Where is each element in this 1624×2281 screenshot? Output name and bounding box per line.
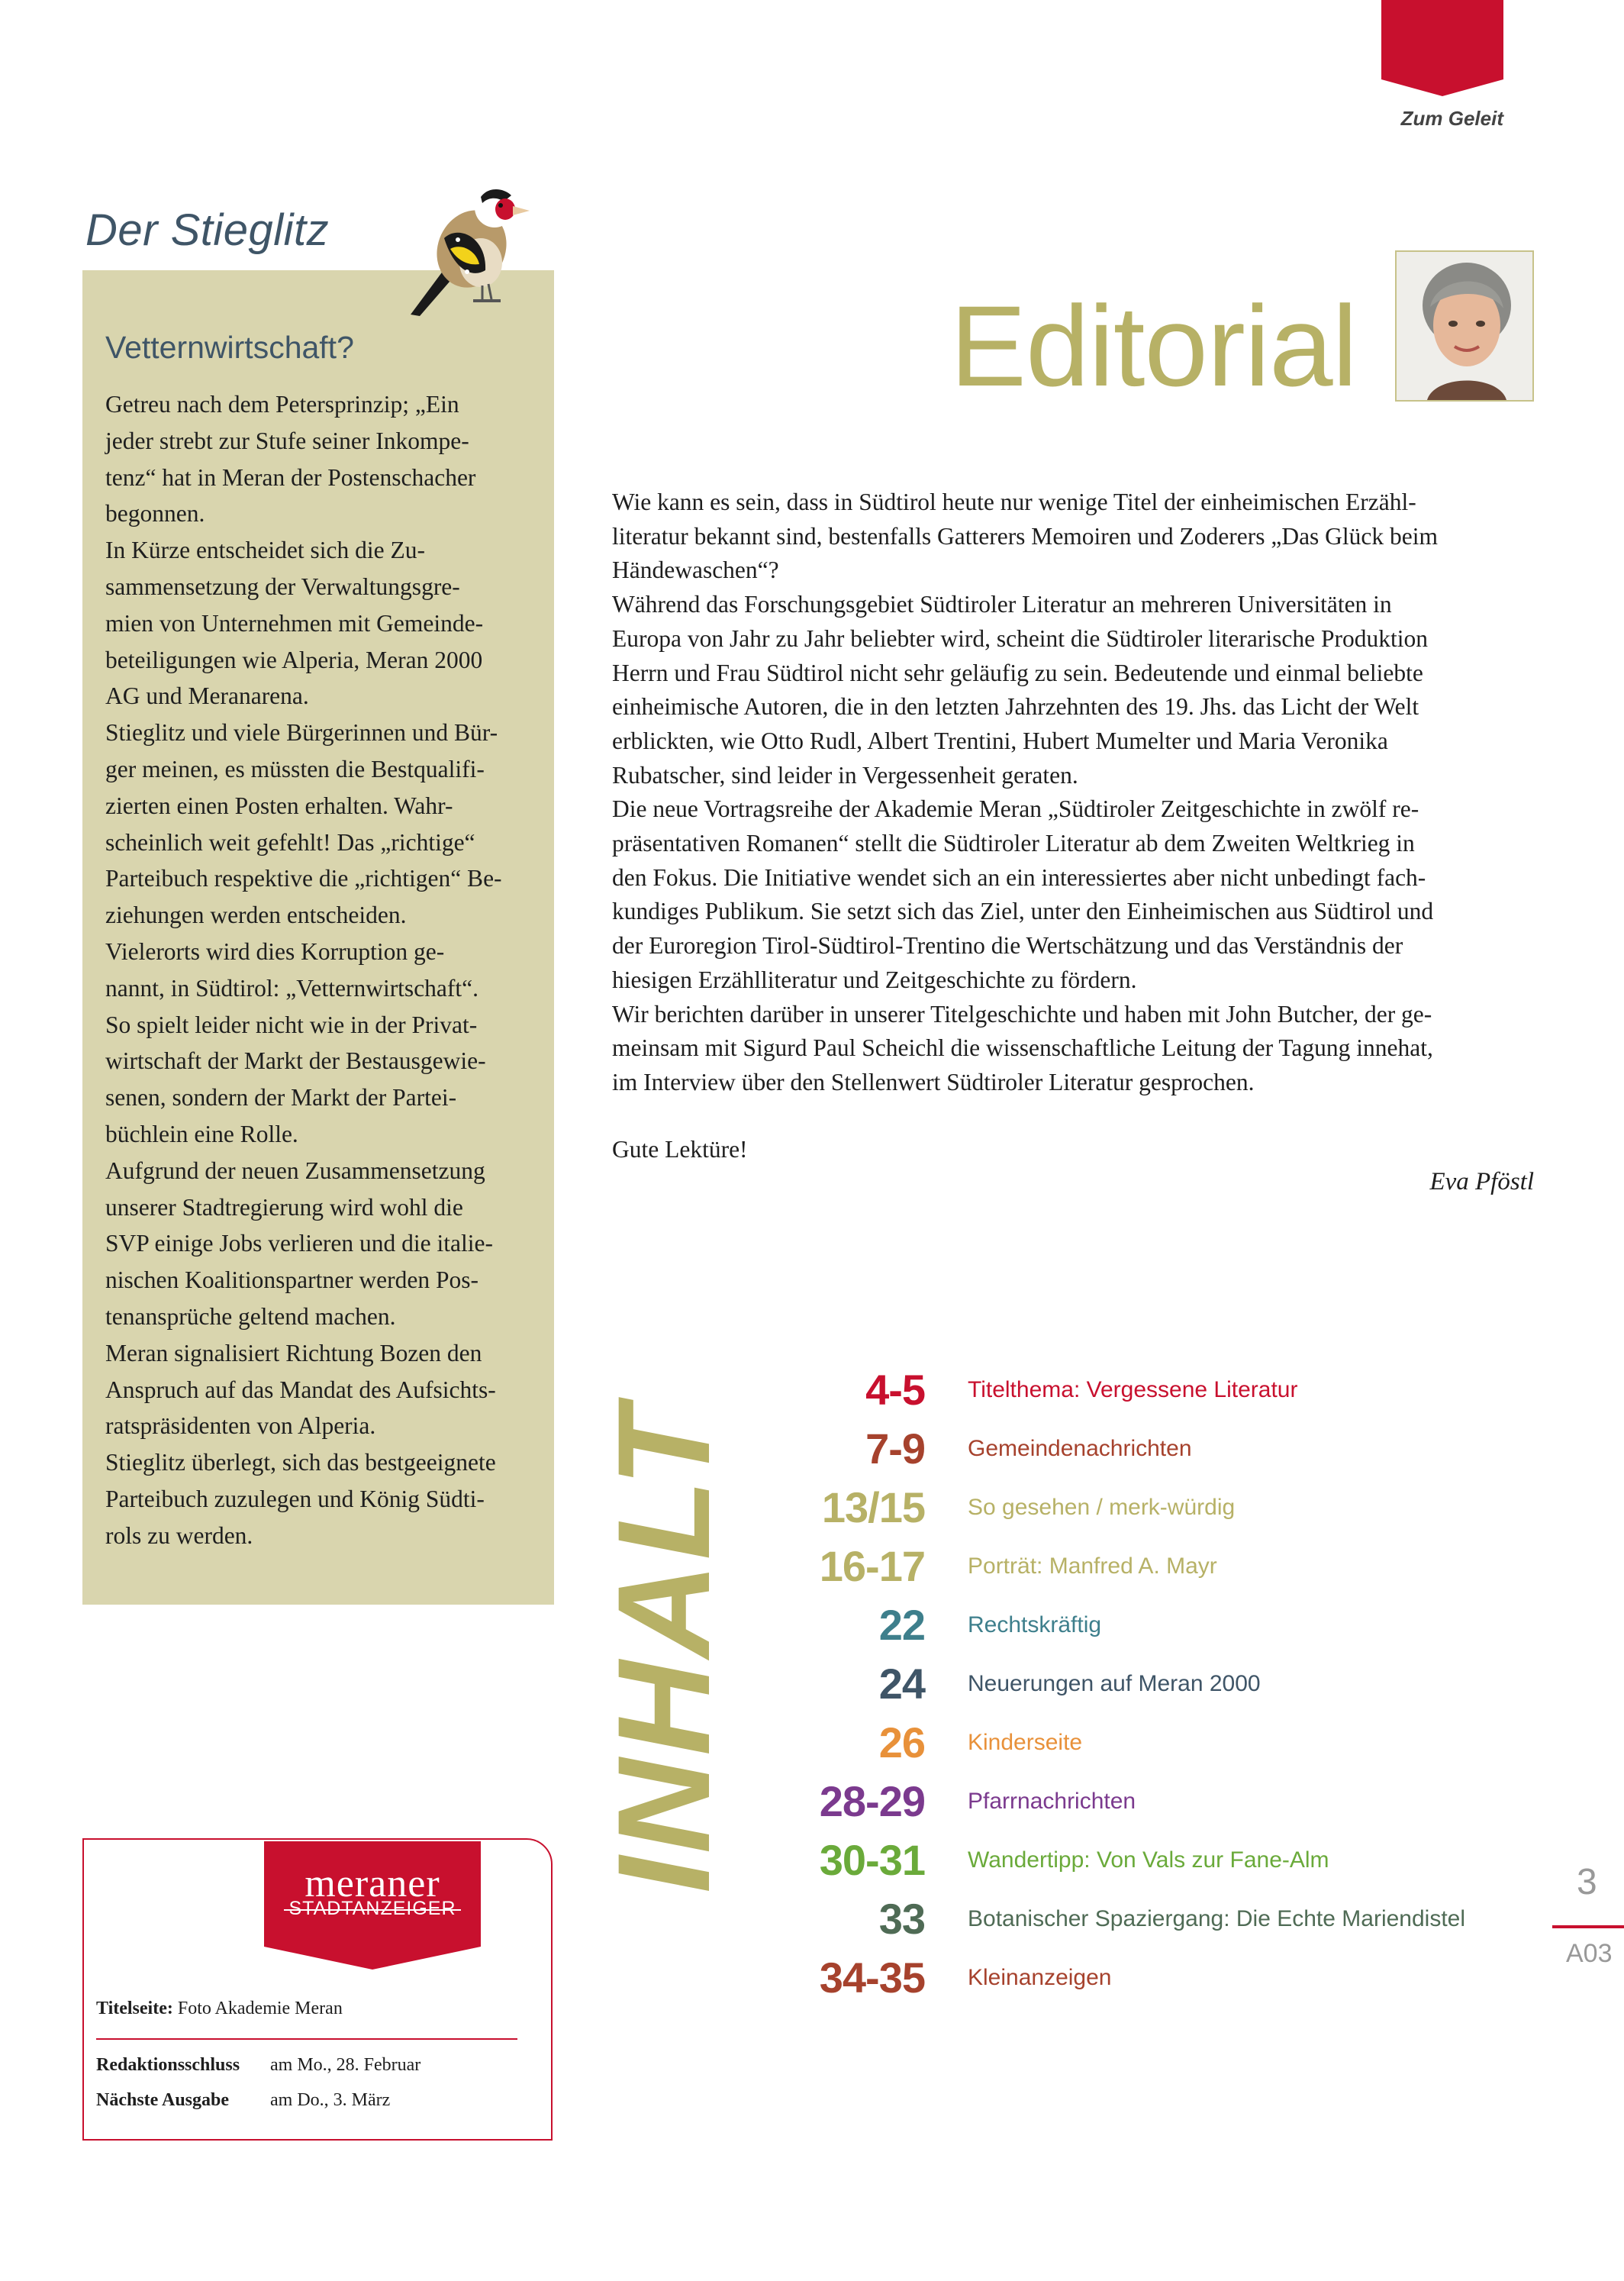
author-photo — [1395, 250, 1534, 402]
portrait-icon — [1397, 252, 1532, 400]
goldfinch-icon — [397, 163, 534, 324]
toc-item[interactable] — [763, 1422, 1526, 1476]
inhalt-label: INHALT — [591, 1403, 737, 1893]
stieglitz-line: unserer Stadtregierung wird wohl die — [105, 1193, 463, 1221]
editorial-line: Rubatscher, sind leider in Vergessenheit geraten. — [612, 761, 1078, 789]
toc-title: Wandertipp: Von Vals zur Fane-Alm — [968, 1847, 1329, 1873]
stieglitz-line: mien von Unternehmen mit Gemeinde- — [105, 609, 484, 637]
editorial-line: einheimische Autoren, die in den letzten Jahrzehnten des 19. Jhs. das Licht der Welt — [612, 693, 1419, 721]
imprint-next-value: am Do., 3. März — [270, 2090, 391, 2110]
toc-item[interactable] — [763, 1540, 1526, 1593]
imprint-deadline-value-wrap — [270, 2055, 420, 2076]
stieglitz-line: jeder strebt zur Stufe seiner Inkompe- — [105, 427, 469, 454]
stieglitz-line: beteiligungen wie Alperia, Meran 2000 — [105, 646, 483, 673]
stieglitz-line: nannt, in Südtirol: „Vetternwirtschaft“. — [105, 974, 479, 1002]
editorial-author: Eva Pföstl — [1429, 1168, 1534, 1195]
toc-pages: 22 — [878, 1601, 925, 1649]
toc-title: Kleinanzeigen — [968, 1965, 1112, 1990]
toc-item[interactable] — [763, 1599, 1526, 1652]
imprint-divider — [96, 2038, 517, 2040]
toc-title: So gesehen / merk-würdig — [968, 1495, 1236, 1520]
editorial-line: Herrn und Frau Südtirol nicht sehr geläufig zu sein. Bedeutende und einmal beliebte — [612, 659, 1423, 686]
imprint-deadline-value: am Mo., 28. Februar — [270, 2055, 421, 2075]
editorial-line: den Fokus. Die Initiative wendet sich an ein interessiertes aber nicht unbedingt fach- — [612, 863, 1426, 891]
stieglitz-line: ziehungen werden entscheiden. — [105, 902, 407, 929]
imprint-next-label-wrap — [96, 2090, 229, 2111]
toc-item[interactable] — [763, 1481, 1526, 1534]
toc-title: Gemeindenachrichten — [968, 1436, 1192, 1461]
stieglitz-line: Anspruch auf das Mandat des Aufsichts- — [105, 1376, 496, 1403]
toc-title: Porträt: Manfred A. Mayr — [968, 1553, 1217, 1579]
stieglitz-line: sammensetzung der Verwaltungsgre- — [105, 573, 460, 600]
stieglitz-line: ger meinen, es müssten die Bestqualifi- — [105, 755, 485, 782]
toc-pages: 13/15 — [821, 1483, 925, 1531]
editorial-line: Die neue Vortragsreihe der Akademie Meran „Südtiroler Zeitgeschichte in zwölf re- — [612, 795, 1419, 823]
toc-pages: 33 — [878, 1895, 925, 1943]
stieglitz-line: Meran signalisiert Richtung Bozen den — [105, 1339, 482, 1366]
toc-pages: 16-17 — [819, 1542, 925, 1590]
stieglitz-line: büchlein eine Rolle. — [105, 1120, 298, 1147]
toc-pages: 34-35 — [819, 1954, 925, 2002]
toc-title: Kinderseite — [968, 1730, 1083, 1755]
stieglitz-line: tenansprüche geltend machen. — [105, 1302, 396, 1330]
editorial-line: kundiges Publikum. Sie setzt sich das Ziel, unter den Einheimischen aus Südtirol und — [612, 898, 1434, 925]
stieglitz-line: So spielt leider nicht wie in der Privat- — [105, 1011, 478, 1038]
toc-title: Titelthema: Vergessene Literatur — [968, 1377, 1298, 1402]
editorial-title: Editorial — [950, 282, 1357, 410]
imprint-cover — [96, 1999, 343, 2019]
editorial-line: meinsam mit Sigurd Paul Scheichl die wissenschaftliche Leitung der Tagung innehat, — [612, 1034, 1433, 1062]
page-number: 3 — [1577, 1862, 1597, 1902]
stieglitz-line: AG und Meranarena. — [105, 682, 309, 710]
imprint-cover-value: Foto Akademie Meran — [177, 1999, 343, 2018]
stieglitz-line: zierten einen Posten erhalten. Wahr- — [105, 792, 453, 819]
stieglitz-line: tenz“ hat in Meran der Postenschacher — [105, 463, 476, 491]
toc-pages: 24 — [878, 1660, 925, 1708]
toc-pages: 7-9 — [865, 1424, 925, 1473]
stieglitz-line: Parteibuch zuzulegen und König Südti- — [105, 1485, 485, 1512]
editorial-body — [612, 486, 1539, 1100]
editorial-line: Händewaschen“? — [612, 557, 779, 584]
stieglitz-line: Aufgrund der neuen Zusammensetzung — [105, 1157, 485, 1184]
logo-subtitle: STADTANZEIGER — [288, 1898, 456, 1919]
editorial-line: der Euroregion Tirol-Südtirol-Trentino die Wertschätzung und das Verständnis der — [612, 932, 1403, 960]
toc-pages: 30-31 — [819, 1836, 925, 1884]
editorial-line: Während das Forschungsgebiet Südtiroler Literatur an mehreren Universitäten in — [612, 591, 1392, 618]
editorial-line: präsentativen Romanen“ stellt die Südtiroler Literatur ab dem Zweiten Weltkrieg in — [612, 830, 1415, 857]
section-tab — [1381, 0, 1503, 96]
logo-wordmark: meraner — [304, 1862, 440, 1905]
toc-item[interactable] — [763, 1716, 1526, 1770]
toc-item[interactable] — [763, 1834, 1526, 1887]
stieglitz-line: Stieglitz und viele Bürgerinnen und Bür- — [105, 719, 498, 747]
imprint-cover-label: Titelseite: — [96, 1999, 173, 2018]
stieglitz-body — [105, 386, 540, 1554]
toc-item[interactable] — [763, 1363, 1526, 1417]
editorial-sign-off: Gute Lektüre! — [612, 1136, 748, 1163]
toc-title: Pfarrnachrichten — [968, 1789, 1136, 1814]
toc-item[interactable] — [763, 1951, 1526, 2005]
toc-pages: 28-29 — [819, 1777, 925, 1825]
editorial-line: erblickten, wie Otto Rudl, Albert Trentini, Hubert Mumelter und Maria Veronika — [612, 727, 1388, 754]
editorial-line: literatur bekannt sind, bestenfalls Gatterers Memoiren und Zoderers „Das Glück beim — [612, 522, 1439, 550]
editorial-line: hiesigen Erzählliteratur und Zeitgeschichte zu fördern. — [612, 966, 1137, 993]
toc-item[interactable] — [763, 1775, 1526, 1828]
imprint-next-label: Nächste Ausgabe — [96, 2090, 230, 2110]
editorial-line: Wir berichten darüber in unserer Titelgeschichte und haben mit John Butcher, der ge- — [612, 1000, 1432, 1028]
stieglitz-line: senen, sondern der Markt der Partei- — [105, 1084, 457, 1111]
page-code: A03 — [1566, 1939, 1613, 1968]
toc-pages: 26 — [878, 1718, 925, 1766]
stieglitz-column-title: Der Stieglitz — [85, 205, 330, 255]
imprint-deadline-label-wrap — [96, 2055, 240, 2076]
stieglitz-line: In Kürze entscheidet sich die Zu- — [105, 537, 425, 564]
stieglitz-line: SVP einige Jobs verlieren und die italie- — [105, 1230, 493, 1257]
imprint-next-value-wrap — [270, 2090, 390, 2111]
stieglitz-line: nischen Koalitionspartner werden Pos- — [105, 1266, 479, 1294]
toc-item[interactable] — [763, 1892, 1526, 1946]
stieglitz-line: wirtschaft der Markt der Bestausgewie- — [105, 1047, 486, 1075]
toc-pages: 4-5 — [865, 1366, 925, 1414]
section-label: Zum Geleit — [1400, 107, 1503, 130]
toc-item[interactable] — [763, 1657, 1526, 1711]
toc-title: Neuerungen auf Meran 2000 — [968, 1671, 1261, 1696]
toc-title: Rechtskräftig — [968, 1612, 1102, 1637]
stieglitz-line: rols zu werden. — [105, 1521, 253, 1549]
stieglitz-line: scheinlich weit gefehlt! Das „richtige“ — [105, 828, 475, 856]
editorial-line: Wie kann es sein, dass in Südtirol heute nur wenige Titel der einheimischen Erzähl- — [612, 489, 1416, 515]
imprint-deadline-label: Redaktionsschluss — [96, 2055, 240, 2075]
stieglitz-line: begonnen. — [105, 500, 205, 528]
editorial-line: Europa von Jahr zu Jahr beliebter wird, scheint die Südtiroler literarische Produktion — [612, 624, 1428, 652]
stieglitz-line: ratspräsidenten von Alperia. — [105, 1412, 376, 1440]
stieglitz-line: Getreu nach dem Petersprinzip; „Ein — [105, 391, 459, 418]
toc-title: Botanischer Spaziergang: Die Echte Mariendistel — [968, 1906, 1466, 1931]
editorial-line: im Interview über den Stellenwert Südtiroler Literatur gesprochen. — [612, 1068, 1255, 1095]
stieglitz-heading: Vetternwirtschaft? — [105, 330, 354, 365]
stieglitz-line: Stieglitz überlegt, sich das bestgeeignete — [105, 1449, 496, 1476]
stieglitz-line: Vielerorts wird dies Korruption ge- — [105, 937, 445, 965]
page-number-rule — [1552, 1925, 1624, 1928]
stieglitz-line: Parteibuch respektive die „richtigen“ Be- — [105, 865, 502, 892]
